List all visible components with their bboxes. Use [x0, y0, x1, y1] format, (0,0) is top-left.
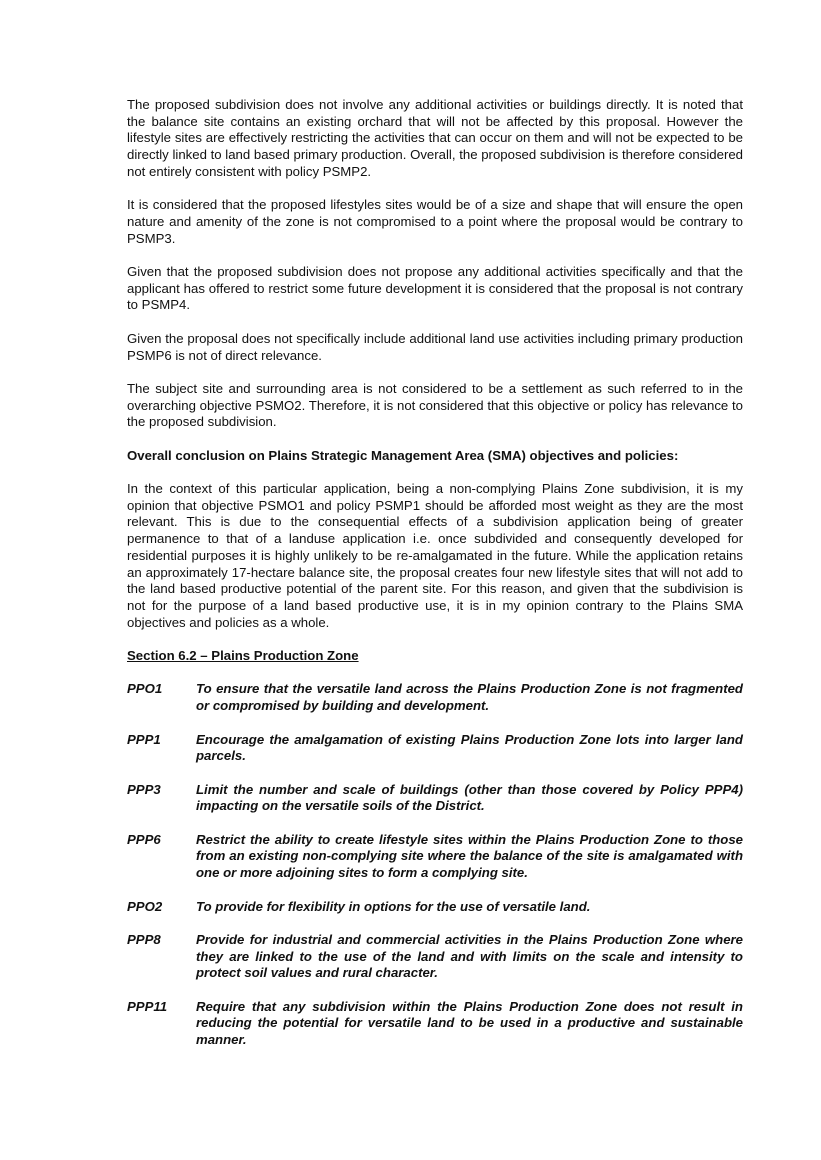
conclusion-paragraph: In the context of this particular application, being a non-complying Plains Zone subdivision, it is my opinion that objective PSMO1 and policy PSMP1 should be afforded most weight as they are the most relevant. This is due to the consequential effects of a subdivision application being of greater permanence to that of a landuse application i.e. once subdivided and consequently developed for residential purposes it is highly unlikely to be re-amalgamated in the future. While the application retains an approximately 17-hectare balance site, the proposal creates four new lifestyle sites that will not add to the land based productive potential of the parent site. For this reason, and given that the subdivision is not for the purpose of a land based productive use, it is in my opinion contrary to the Plains SMA objectives and policies as a whole. — [127, 481, 743, 630]
policy-item — [127, 681, 743, 714]
policy-code: PPP3 — [127, 781, 161, 797]
policy-item — [127, 732, 743, 765]
policy-item — [127, 782, 743, 815]
policy-code: PPO2 — [127, 898, 163, 914]
policy-text: Require that any subdivision within the Plains Production Zone does not result in reducing the potential for versatile land to be used in a productive and sustainable manner. — [196, 998, 743, 1048]
policy-code: PPP8 — [127, 931, 161, 947]
policy-text: To provide for flexibility in options for the use of versatile land. — [196, 898, 591, 914]
policy-text: Limit the number and scale of buildings (other than those covered by Policy PPP4) impacting on the versatile soils of the District. — [196, 781, 743, 814]
document-page — [127, 97, 743, 1066]
policy-code: PPO1 — [127, 681, 163, 697]
policy-item — [127, 932, 743, 982]
conclusion-heading: Overall conclusion on Plains Strategic Management Area (SMA) objectives and policies: — [127, 447, 679, 463]
policy-item — [127, 999, 743, 1049]
policy-item — [127, 899, 743, 916]
policy-text: Provide for industrial and commercial activities in the Plains Production Zone where they are linked to the use of the land and with limits on the scale and intensity to protect soil values and rural character. — [196, 931, 743, 981]
section-heading: Section 6.2 – Plains Production Zone — [127, 648, 359, 664]
policy-list — [127, 681, 743, 1048]
paragraph-psmp4: Given that the proposed subdivision does not propose any additional activities specifically and that the applicant has offered to restrict some future development it is considered that the proposal is not contrary to PSMP4. — [127, 264, 743, 313]
policy-text: Restrict the ability to create lifestyle sites within the Plains Production Zone to those from an existing non-complying site where the balance of the site is amalgamated with one or more adjoining sites to form a complying site. — [196, 831, 743, 881]
policy-code: PPP11 — [127, 998, 168, 1014]
policy-code: PPP1 — [127, 731, 161, 747]
paragraph-psmo2: The subject site and surrounding area is not considered to be a settlement as such referred to in the overarching objective PSMO2. Therefore, it is not considered that this objective or policy has relevance to the proposed subdivision. — [127, 380, 743, 430]
paragraph-psmp6: Given the proposal does not specifically include additional land use activities including primary production PSMP6 is not of direct relevance. — [127, 330, 743, 363]
policy-code: PPP6 — [127, 831, 161, 847]
policy-item — [127, 832, 743, 882]
policy-text: Encourage the amalgamation of existing Plains Production Zone lots into larger land parcels. — [196, 731, 743, 764]
paragraph-psmp3: It is considered that the proposed lifestyles sites would be of a size and shape that will ensure the open nature and amenity of the zone is not compromised to a point where the proposal would be contrary to PSMP3. — [127, 197, 743, 246]
policy-text: To ensure that the versatile land across the Plains Production Zone is not fragmented or compromised by building and development. — [196, 681, 743, 714]
paragraph-psmp2: The proposed subdivision does not involve any additional activities or buildings directly. It is noted that the balance site contains an existing orchard that will not be affected by this proposal. However the lifestyle sites are effectively restricting the activities that can occur on them and will not be expected to be directly linked to land based primary production. Overall, the proposed subdivision is therefore considered not entirely consistent with policy PSMP2. — [127, 97, 743, 179]
